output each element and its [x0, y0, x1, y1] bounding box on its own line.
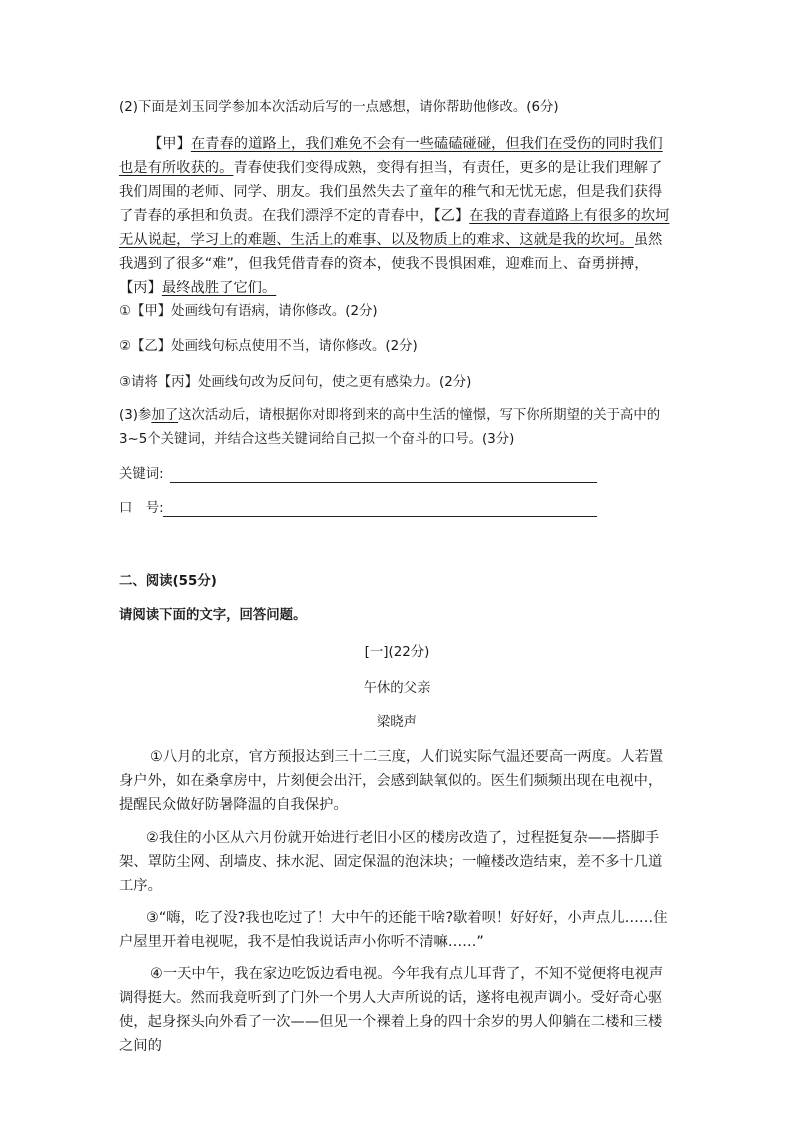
article-paragraph-1: ①八月的北京，官方预报达到三十二三度，人们说实际气温还要高一两度。人若置身户外，如在桑拿房中，片刻便会出汗，会感到缺氧似的。医生们频频出现在电视中，提醒民众做好防暑降温的自我保护。	[119, 749, 664, 813]
question-2-intro: (2)下面是刘玉同学参加本次活动后写的一点感想，请你帮助他修改。(6分)	[119, 100, 559, 115]
section-2-instruction: 请阅读下面的文字，回答问题。	[119, 608, 307, 623]
question-3	[119, 404, 675, 452]
tag-yi: 【乙】	[433, 208, 470, 224]
question-3-text-c: 这次活动后，请根据你对即将到来的高中生活的憧憬，写下你所期望的关于高中的3~5个关键词，并结合这些关键词给自己拟一个奋斗的口号。(3分)	[119, 408, 661, 447]
sub-question-3: ③请将【丙】处画线句改为反问句，使之更有感染力。(2分)	[119, 375, 472, 390]
reading-part-label: [一](22分)	[364, 645, 430, 660]
article-paragraph-3: ③“嗨，吃了没?我也吃过了！大中午的还能干啥?歇着呗！好好好，小声点儿……住户屋里开着电视呢，我不是怕我说话声小你听不清嘛……”	[119, 910, 668, 950]
slogan-answer-line[interactable]	[163, 515, 597, 517]
underlined-sentence-yi: 在我的青春道路上有很多的坎坷无从说起，学习上的难题、生活上的难事、以及物质上的难求、这就是我的坎坷。	[119, 208, 670, 248]
article-paragraph-4: ④一天中午，我在家边吃饭边看电视。今年我有点儿耳背了，不知不觉便将电视声调得挺大。然而我竟听到了门外一个男人大声所说的话，遂将电视声调小。受好奇心驱使，起身探头向外看了一次——但见一个裸着上身的四十余岁的男人仰躺在二楼和三楼之间的	[119, 966, 664, 1054]
keywords-answer-line[interactable]	[170, 481, 597, 483]
tag-jia: 【甲】	[148, 136, 191, 152]
passage-text-4: 虽然我遇到了很多“难”，但我凭借青春的资本，使我不畏惧困难，迎难而上、奋勇拼搏，	[119, 232, 663, 272]
keywords-label: 关键词:	[119, 467, 164, 482]
underlined-sentence-bing: 最终战胜了它们。	[161, 280, 277, 296]
question-3-text-b: 加了	[151, 408, 179, 423]
revision-passage	[119, 132, 675, 300]
sub-question-2: ②【乙】处画线句标点使用不当，请你修改。(2分)	[119, 339, 418, 354]
article-title: 午休的父亲	[363, 681, 431, 696]
article-paragraph-2: ②我住的小区从六月份就开始进行老旧小区的楼房改造了，过程挺复杂——搭脚手架、罩防尘网、刮墙皮、抹水泥、固定保温的泡沫块；一幢楼改造结束，差不多十几道工序。	[119, 830, 663, 894]
sub-question-1: ①【甲】处画线句有语病，请你修改。(2分)	[119, 304, 378, 319]
underlined-sentence-jia: 在青春的道路上，我们难免不会有一些磕磕碰碰，但我们在受伤的同时我们也是有所收获的。	[119, 136, 663, 176]
question-3-text-a: (3)参	[119, 408, 152, 423]
section-2-heading: 二、阅读(55分)	[119, 574, 217, 589]
passage-text-2: 青春使我们变得成熟，变得有担当，有责任，更多的是让我们理解了我们周围的老师、同学、朋友。我们虽然失去了童年的稚气和无忧无虑，但是我们获得了青春的承担和负责。在我们漂浮不定的青春中，	[119, 160, 663, 224]
article-author: 梁晓声	[376, 715, 418, 730]
tag-bing: 【丙】	[119, 280, 162, 296]
slogan-label: 口 号:	[119, 501, 164, 516]
